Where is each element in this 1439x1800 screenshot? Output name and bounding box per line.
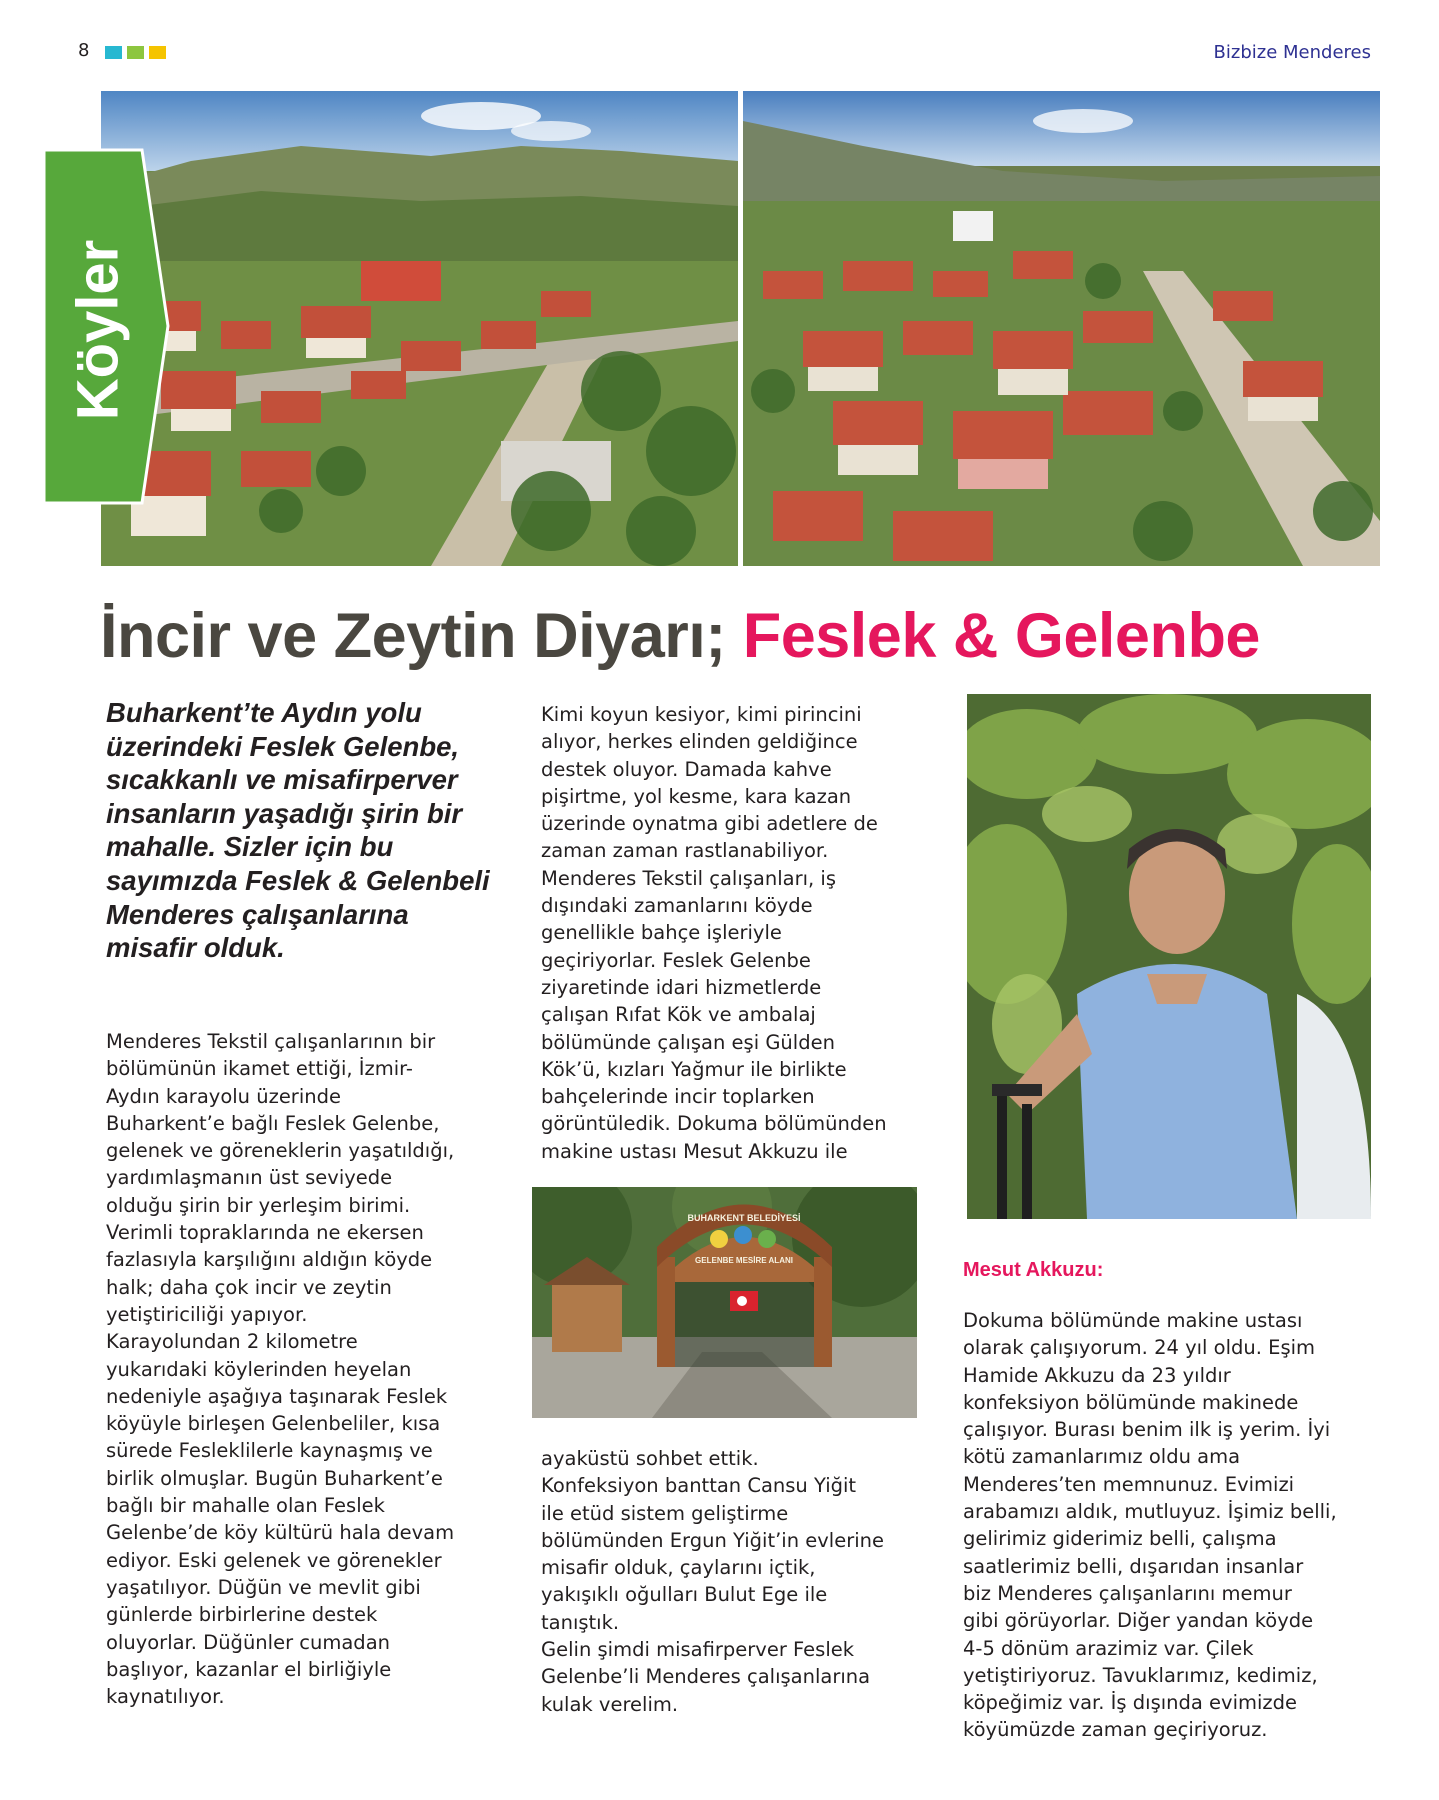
cyan-square xyxy=(105,46,122,59)
body-column-1: Menderes Tekstil çalışanlarının bir bölümünün ikamet ettiği, İzmir- Aydın karayolu üzerinde Buharkent’e bağlı Feslek Gelenbe, gelenek ve göreneklerin yaşatıldığı, yardımlaşmanın üst seviyede olduğu şirin bir yerleşim birimi. Verimli topraklarında ne ekersen fazlasıyla karşılığını aldığın köyde halk; daha çok incir ve zeytin yetiştiriciliği yapıyor. Karayolundan 2 kilometre yukarıdaki köylerinden heyelan nedeniyle aşağıya taşınarak Feslek köyüyle birleşen Gelenbeliler, kısa sürede Fesleklilerle kaynaşmış ve birlik olmuşlar. Bugün Buharkent’e bağlı bir mahalle olan Feslek Gelenbe’de köy kültürü hala devam ediyor. Eski gelenek ve görenekler yaşatılıyor. Düğün ve mevlit gibi günlerde birbirlerine destek oluyorlar. Düğünler cumadan başlıyor, kazanlar el birliğiyle kaynatılıyor. xyxy=(106,1030,455,1709)
headline-part1: İncir ve Zeytin Diyarı; xyxy=(100,601,743,671)
village-aerial-photo-left xyxy=(101,91,738,566)
gate-sign-line2: GELENBE MESİRE ALANI xyxy=(695,1256,793,1265)
page-number: 8 xyxy=(78,40,90,61)
green-square xyxy=(127,46,144,59)
park-gate-photo xyxy=(532,1187,917,1418)
village-aerial-photo-right xyxy=(743,91,1380,566)
mesut-akkuzu-portrait-photo xyxy=(967,694,1371,1219)
section-tab-label: Köyler xyxy=(65,239,131,421)
interview-name: Mesut Akkuzu: xyxy=(963,1259,1104,1281)
yellow-square xyxy=(149,46,166,59)
body-column-2-top: Kimi koyun kesiyor, kimi pirincini alıyor, herkes elinden geldiğince destek oluyor. Damada kahve pişirtme, yol kesme, kara kazan üzerinde oynatma gibi adetlere de zaman zaman rastlanabiliyor. Menderes Tekstil çalışanları, iş dışındaki zamanlarını köyde genellikle bahçe işleriyle geçiriyorlar. Feslek Gelenbe ziyaretinde idari hizmetlerde çalışan Rıfat Kök ve ambalaj bölümünde çalışan eşi Gülden Kök’ü, kızları Yağmur ile birlikte bahçelerinde incir toplarken görüntüledik. Dokuma bölümünden makine ustası Mesut Akkuzu ile xyxy=(541,703,887,1163)
body-column-2-bottom: ayaküstü sohbet ettik. Konfeksiyon banttan Cansu Yiğit ile etüd sistem geliştirme bölümünden Ergun Yiğit’in evlerine misafir olduk, çaylarını içtik, yakışıklı oğulları Bulut Ege ile tanıştık. Gelin şimdi misafirperver Feslek Gelenbe’li Menderes çalışanlarına kulak verelim. xyxy=(541,1447,885,1716)
magazine-name: Bizbize Menderes xyxy=(1213,42,1371,63)
header-color-squares xyxy=(105,46,166,59)
intro-paragraph: Buharkent’te Aydın yolu üzerindeki Feslek Gelenbe, sıcakkanlı ve misafirperver insanların yaşadığı şirin bir mahalle. Sizler için bu sayımızda Feslek & Gelenbeli Menderes çalışanlarına misafir olduk. xyxy=(106,697,490,964)
gate-sign-line1: BUHARKENT BELEDİYESİ xyxy=(687,1213,801,1223)
headline xyxy=(100,596,1390,676)
headline-part2: Feslek & Gelenbe xyxy=(742,601,1260,671)
interview-text: Dokuma bölümünde makine ustası olarak çalışıyorum. 24 yıl oldu. Eşim Hamide Akkuzu da 23 yıldır konfeksiyon bölümünde makinede çalışıyor. Burası benim ilk iş yerim. İyi kötü zamanlarımız oldu ama Menderes’ten memnunuz. Evimizi arabamızı aldık, mutluyuz. İşimiz belli, gelirimiz giderimiz belli, çalışma saatlerimiz belli, dışarıdan insanlar biz Menderes çalışanlarını memur gibi görüyorlar. Diğer yandan köyde 4-5 dönüm arazimiz var. Çilek yetiştiriyoruz. Tavuklarımız, kedimiz, köpeğimiz var. İş dışında evimizde köyümüzde zaman geçiriyoruz. xyxy=(963,1309,1337,1742)
